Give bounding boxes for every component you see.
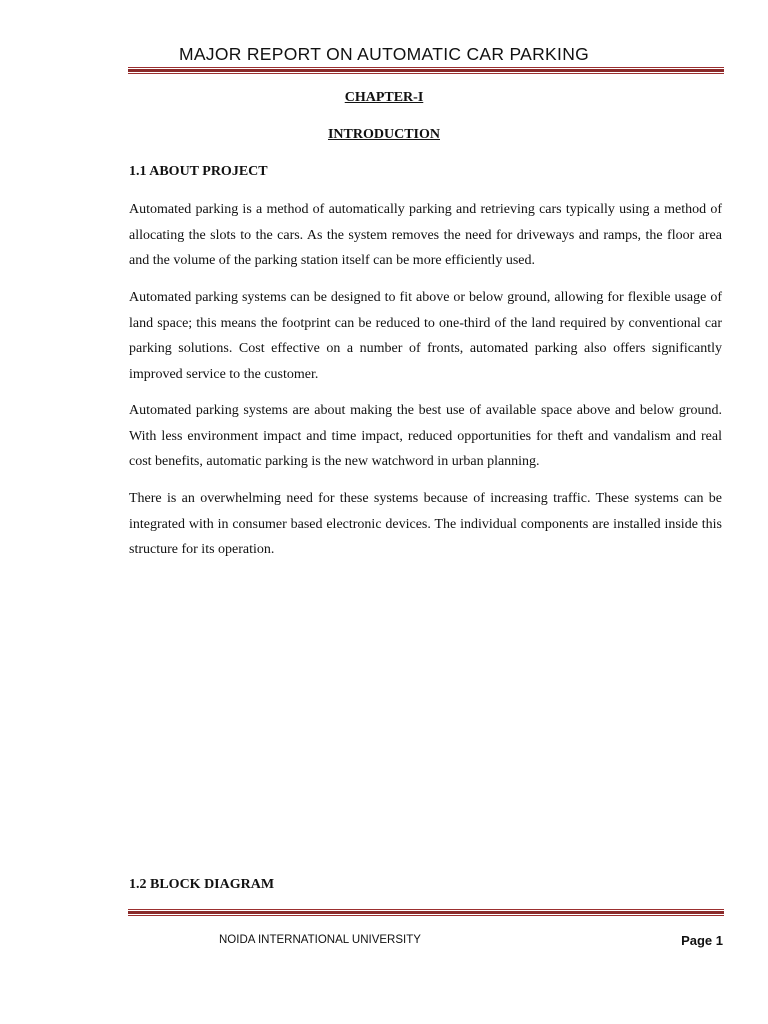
paragraph: There is an overwhelming need for these systems because of increasing traffic. These systems can be integrated with in consumer based electronic devices. The individual components are installed inside this structure for its operation. (129, 491, 722, 557)
running-header-title: MAJOR REPORT ON AUTOMATIC CAR PARKING (178, 44, 590, 64)
footer-rule (128, 909, 724, 916)
footer-university: NOIDA INTERNATIONAL UNIVERSITY (219, 934, 421, 946)
section-heading-block-diagram: 1.2 BLOCK DIAGRAM (129, 877, 275, 892)
chapter-title: INTRODUCTION (327, 127, 440, 142)
chapter-label: CHAPTER-I (344, 90, 424, 105)
paragraph: Automated parking systems can be designed to fit above or below ground, allowing for flexible usage of land space; this means the footprint can be reduced to one-third of the land required by conventional car parking solutions. Cost effective on a number of fronts, automated parking also offers significantly improved service to the customer. (129, 290, 722, 382)
paragraph: Automated parking is a method of automatically parking and retrieving cars typically using a method of allocating the slots to the cars. As the system removes the need for driveways and ramps, the floor area and the volume of the parking station itself can be more efficiently used. (129, 202, 722, 268)
header-rule (128, 67, 724, 74)
section-heading-about-project: 1.1 ABOUT PROJECT (129, 164, 268, 179)
page-number: Page 1 (681, 933, 723, 948)
paragraph: Automated parking systems are about making the best use of available space above and below ground. With less environment impact and time impact, reduced opportunities for theft and vandalism and real cost benefits, automatic parking is the new watchword in urban planning. (129, 403, 722, 469)
